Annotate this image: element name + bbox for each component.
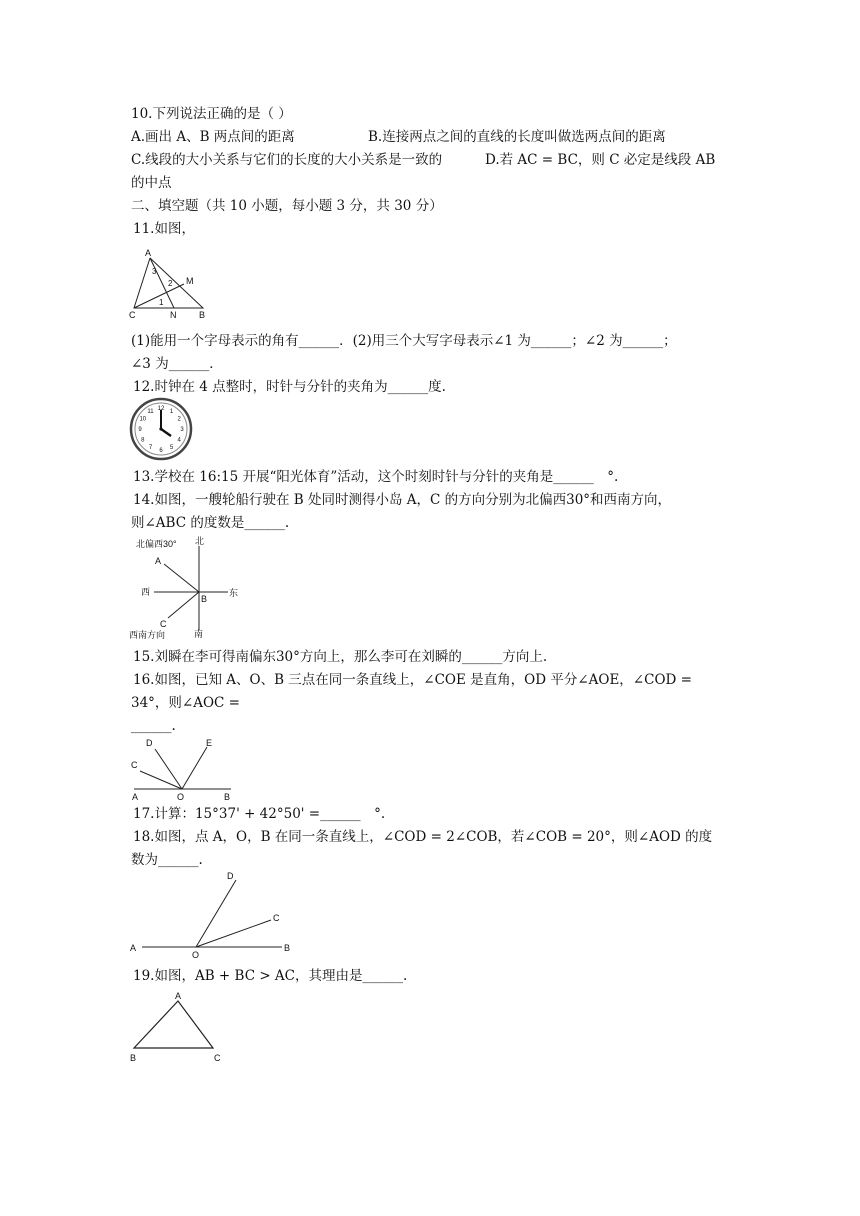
q19-triangle-figure — [126, 988, 230, 1068]
q11-angle-2: 2 — [168, 279, 173, 288]
q16-angle-figure — [128, 735, 238, 803]
q19-label-c: C — [214, 1053, 221, 1063]
q11-line-1: (1)能用一个字母表示的角有______．(2)用三个大写字母表示∠1 为______；∠2 为______； — [131, 333, 677, 349]
clock-number: 11 — [147, 408, 154, 415]
q14-label-b: B — [201, 594, 208, 604]
q18-angle-figure — [128, 870, 298, 960]
q11-stem: 11.如图， — [133, 221, 195, 237]
q14-label-nw30: 北偏西30° — [136, 539, 177, 549]
q11-angle-1: 1 — [159, 298, 164, 307]
q14-label-southwest: 西南方向 — [129, 630, 166, 640]
q16-label-o: O — [177, 792, 185, 802]
q14-label-east: 东 — [229, 588, 239, 598]
q16-label-c: C — [131, 760, 138, 770]
clock-number: 4 — [177, 437, 181, 444]
q19-label-b: B — [130, 1053, 137, 1063]
clock-number: 12 — [157, 406, 165, 412]
q18-line-1: 18.如图，点 A，O，B 在同一条直线上，∠COD = 2∠COB，若∠COB = 20°，则∠AOD 的度 — [133, 829, 713, 845]
q10-option-a: A.画出 A、B 两点间的距离 — [131, 129, 295, 145]
q10-stem: 10.下列说法正确的是（ ） — [131, 106, 292, 122]
q18-line-2: 数为______. — [131, 852, 203, 868]
clock-number: 9 — [138, 427, 142, 433]
q17-stem: 17.计算：15°37' + 42°50' =______ °. — [133, 806, 386, 822]
q11-label-m: M — [186, 276, 194, 286]
clock-number: 7 — [148, 445, 153, 452]
q18-label-o: O — [192, 950, 200, 960]
clock-number: 3 — [180, 427, 184, 433]
clock-number: 1 — [169, 408, 174, 415]
q19-stem: 19.如图，AB + BC > AC，其理由是______. — [133, 968, 408, 984]
q14-label-west: 西 — [141, 587, 151, 597]
q16-line-2: 34°，则∠AOC = — [131, 695, 240, 711]
clock-number: 5 — [169, 445, 174, 452]
q11-label-c: C — [129, 310, 136, 320]
q10-option-b: B.连接两点之间的直线的长度叫做选两点间的距离 — [368, 129, 666, 145]
clock-number: 6 — [159, 448, 163, 454]
q12-stem: 12.时钟在 4 点整时，时针与分针的夹角为______度. — [133, 379, 446, 395]
q13-stem: 13.学校在 16:15 开展“阳光体育”活动，这个时刻时针与分针的夹角是______ °. — [133, 469, 619, 485]
q16-label-d: D — [146, 738, 153, 748]
q18-label-b: B — [284, 943, 291, 953]
q14-compass-figure — [128, 534, 246, 644]
q11-line-2: ∠3 为______． — [131, 356, 223, 372]
q16-label-b: B — [224, 792, 231, 802]
q18-label-d: D — [227, 871, 234, 881]
q19-label-a: A — [175, 991, 182, 1001]
q10-option-d-continued: 的中点 — [131, 175, 172, 191]
q18-label-a: A — [130, 943, 137, 953]
q16-label-e: E — [206, 738, 213, 748]
q12-clock-figure — [127, 397, 197, 463]
q16-label-a: A — [132, 792, 139, 802]
q14-line-2: 则∠ABC 的度数是______. — [131, 515, 290, 531]
section-heading: 二、填空题（共 10 小题，每小题 3 分，共 30 分） — [131, 198, 443, 214]
q14-line-1: 14.如图，一艘轮船行驶在 B 处同时测得小岛 A，C 的方向分别为北偏西30°和西南方向， — [133, 492, 672, 508]
q16-line-3: ______. — [131, 718, 176, 734]
q14-label-c: C — [160, 619, 167, 629]
q10-option-d: D.若 AC = BC，则 C 必定是线段 AB — [485, 152, 716, 168]
q14-label-south: 南 — [194, 629, 204, 639]
q11-label-b: B — [199, 310, 206, 320]
clock-number: 8 — [141, 437, 145, 444]
q15-stem: 15.刘瞬在李可得南偏东30°方向上，那么李可在刘瞬的______方向上. — [133, 649, 548, 665]
q18-label-c: C — [273, 913, 280, 923]
q16-line-1: 16.如图，已知 A、O、B 三点在同一条直线上，∠COE 是直角，OD 平分∠AOE，∠COD = — [133, 672, 692, 688]
q11-angle-3: 3 — [152, 267, 157, 276]
q14-label-north: 北 — [195, 536, 205, 546]
q11-label-n: N — [170, 310, 177, 320]
q10-option-c: C.线段的大小关系与它们的长度的大小关系是一致的 — [131, 152, 443, 168]
clock-number: 2 — [177, 416, 181, 423]
q11-triangle-figure — [128, 246, 210, 320]
q14-label-a: A — [155, 556, 162, 566]
clock-number: 10 — [139, 416, 147, 423]
q11-label-a: A — [145, 248, 152, 258]
